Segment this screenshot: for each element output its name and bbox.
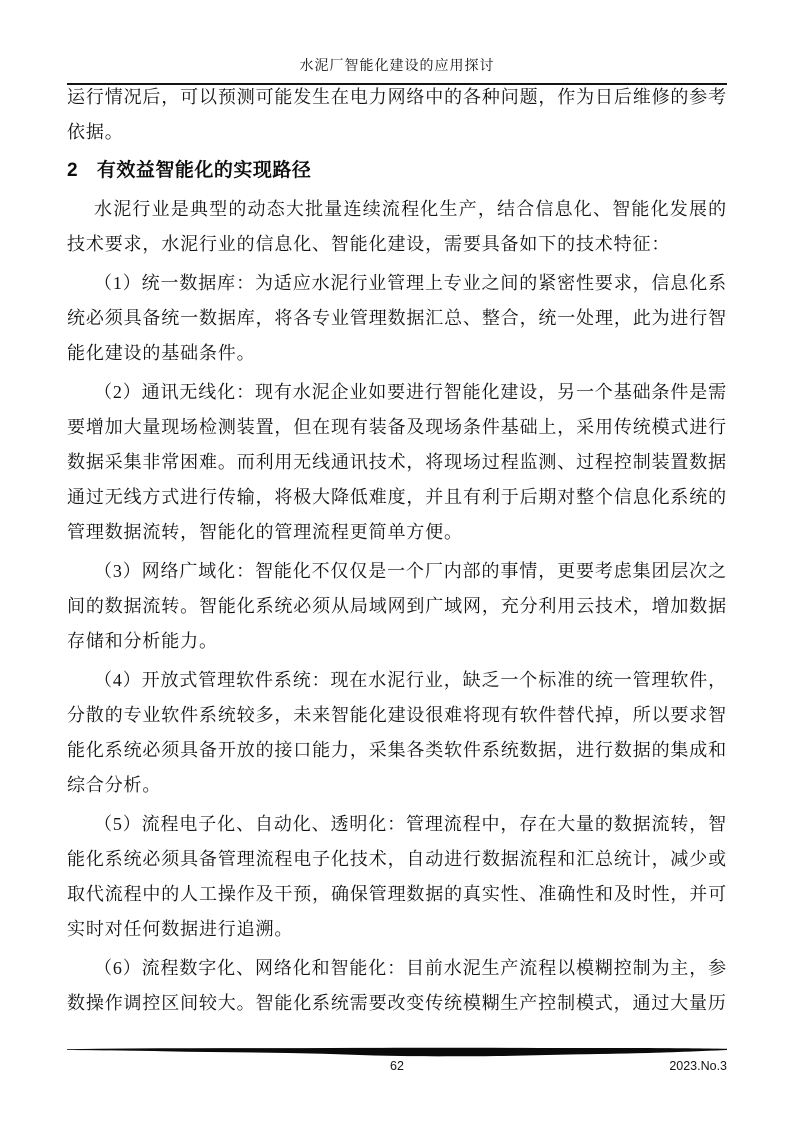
paragraph-intro: 水泥行业是典型的动态大批量连续流程化生产，结合信息化、智能化发展的技术要求，水泥行业的信息化、智能化建设，需要具备如下的技术特征： xyxy=(67,199,727,254)
section-title: 有效益智能化的实现路径 xyxy=(96,160,312,181)
continued-paragraph: 运行情况后，可以预测可能发生在电力网络中的各种问题，作为日后维修的参考依据。 xyxy=(67,87,727,142)
page-number: 62 xyxy=(390,1059,404,1073)
paragraph-feature-1: （1）统一数据库：为适应水泥行业管理上专业之间的紧密性要求，信息化系统必须具备统一数据库，将各专业管理数据汇总、整合，统一处理，此为进行智能化建设的基础条件。 xyxy=(67,273,727,363)
footer-rule xyxy=(67,1046,727,1058)
paragraph-feature-6: （6）流程数字化、网络化和智能化：目前水泥生产流程以模糊控制为主，参数操作调控区间较大。智能化系统需要改变传统模糊生产控制模式，通过大量历 xyxy=(67,958,727,1013)
page-footer xyxy=(67,1046,727,1073)
section-heading xyxy=(67,154,727,188)
page-body xyxy=(67,80,727,1025)
paragraph-feature-3: （3）网络广域化：智能化不仅仅是一个厂内部的事情，更要考虑集团层次之间的数据流转。智能化系统必须从局域网到广域网，充分利用云技术，增加数据存储和分析能力。 xyxy=(67,561,727,651)
issue-number: 2023.No.3 xyxy=(669,1059,727,1073)
paragraph-feature-2: （2）通讯无线化：现有水泥企业如要进行智能化建设，另一个基础条件是需要增加大量现场检测装置，但在现有装备及现场条件基础上，采用传统模式进行数据采集非常困难。而利用无线通讯技术，将现场过程监测、过程控制装置数据通过无线方式进行传输，将极大降低难度，并且有利于后期对整个信息化系统的管理数据流转，智能化的管理流程更简单方便。 xyxy=(67,382,727,542)
running-head-title: 水泥厂智能化建设的应用探讨 xyxy=(67,56,727,85)
section-number: 2 xyxy=(67,160,79,181)
paragraph-feature-4: （4）开放式管理软件系统：现在水泥行业，缺乏一个标准的统一管理软件，分散的专业软件系统较多，未来智能化建设很难将现有软件替代掉，所以要求智能化系统必须具备开放的接口能力，采集各类软件系统数据，进行数据的集成和综合分析。 xyxy=(67,670,727,795)
paragraph-feature-5: （5）流程电子化、自动化、透明化：管理流程中，存在大量的数据流转，智能化系统必须具备管理流程电子化技术，自动进行数据流程和汇总统计，减少或取代流程中的人工操作及干预，确保管理数据的真实性、准确性和及时性，并可实时对任何数据进行追溯。 xyxy=(67,814,727,939)
